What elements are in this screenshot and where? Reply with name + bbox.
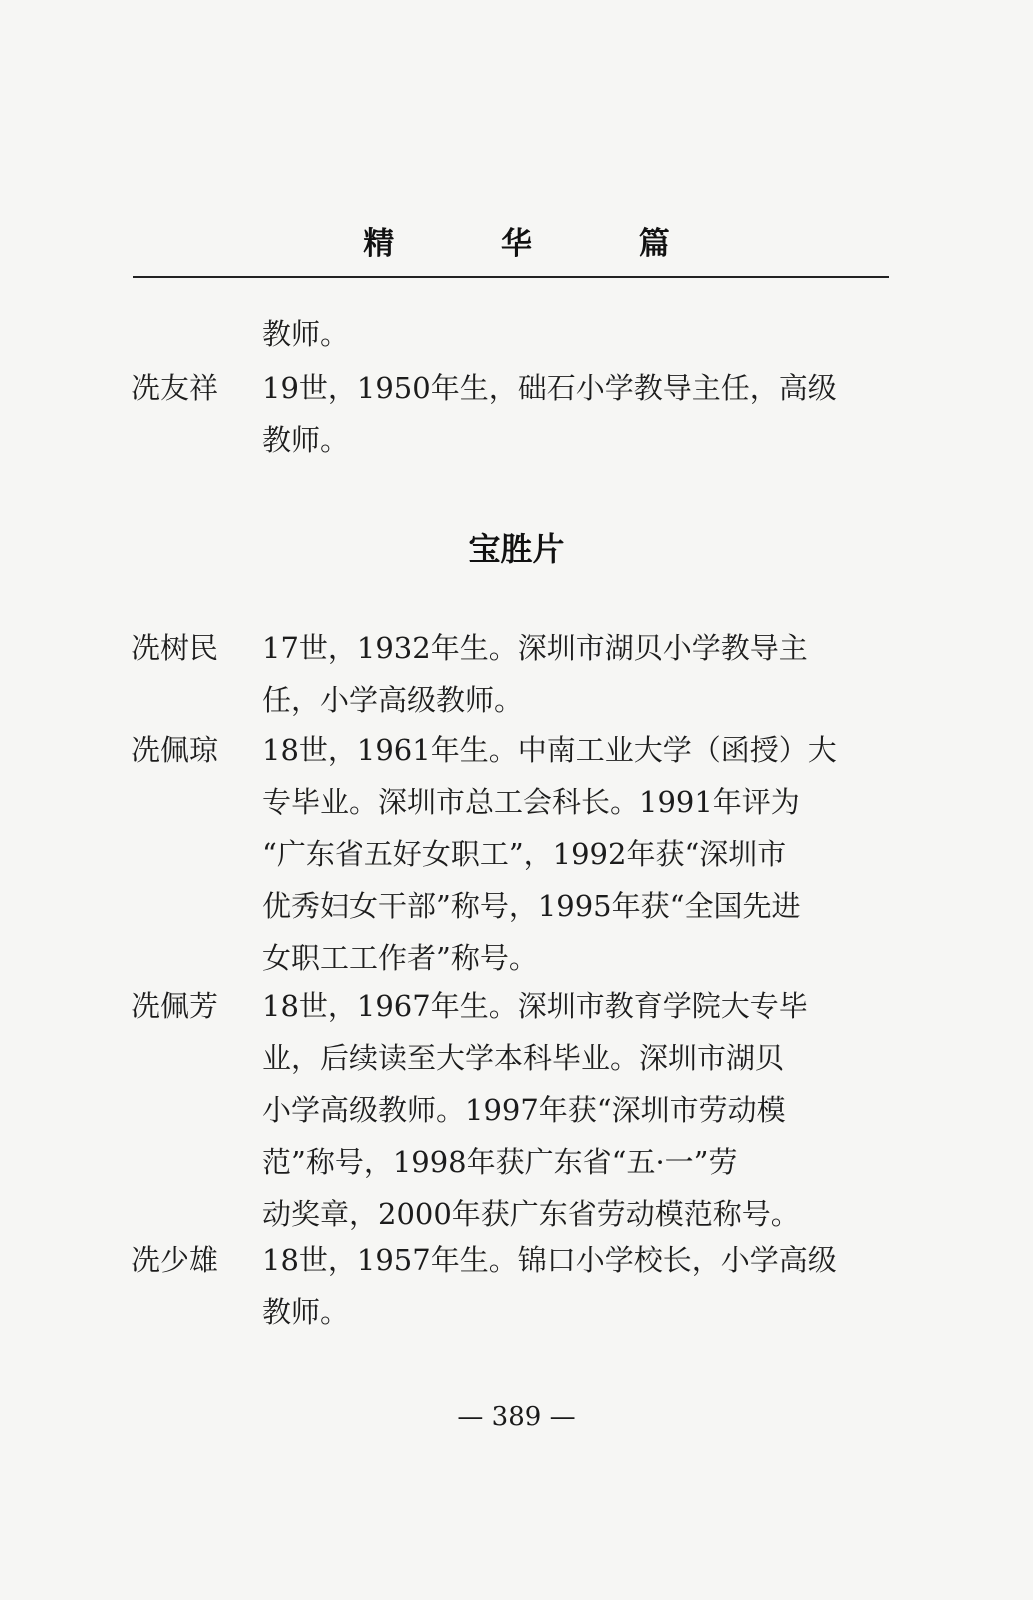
person-name: 冼树民 <box>131 631 219 665</box>
entry-line: 范”称号，1998年获广东省“五·一”劳 <box>262 1145 738 1179</box>
entry-line: 业，后续读至大学本科毕业。深圳市湖贝 <box>262 1041 785 1075</box>
section-title: 宝胜片 <box>468 530 565 568</box>
entry-line: 任，小学高级教师。 <box>262 683 524 717</box>
entry-line: 优秀妇女干部”称号，1995年获“全国先进 <box>262 889 801 923</box>
entry-line: 18世，1961年生。中南工业大学（函授）大 <box>262 733 837 767</box>
entry-line: 19世，1950年生，础石小学教导主任，高级 <box>262 371 837 405</box>
entry-line: 小学高级教师。1997年获“深圳市劳动模 <box>262 1093 786 1127</box>
person-name: 冼佩芳 <box>131 989 219 1023</box>
person-name: 冼少雄 <box>131 1243 219 1277</box>
entry-line: 18世，1967年生。深圳市教育学院大专毕 <box>262 989 808 1023</box>
entry-line: 18世，1957年生。锦口小学校长，小学高级 <box>262 1243 837 1277</box>
header-rule <box>133 276 889 278</box>
continuation-line: 教师。 <box>262 317 350 351</box>
entry-line: 教师。 <box>262 423 350 457</box>
running-head: 精 华 篇 <box>363 226 718 262</box>
entry-line: 女职工工作者”称号。 <box>262 941 538 975</box>
person-name: 冼友祥 <box>131 371 219 405</box>
entry-line: 17世，1932年生。深圳市湖贝小学教导主 <box>262 631 808 665</box>
entry-line: “广东省五好女职工”，1992年获“深圳市 <box>262 837 787 871</box>
entry-line: 专毕业。深圳市总工会科长。1991年评为 <box>262 785 800 819</box>
entry-line: 教师。 <box>262 1295 350 1329</box>
page-number: — 389 — <box>457 1402 576 1432</box>
person-name: 冼佩琼 <box>131 733 219 767</box>
entry-line: 动奖章，2000年获广东省劳动模范称号。 <box>262 1197 800 1231</box>
